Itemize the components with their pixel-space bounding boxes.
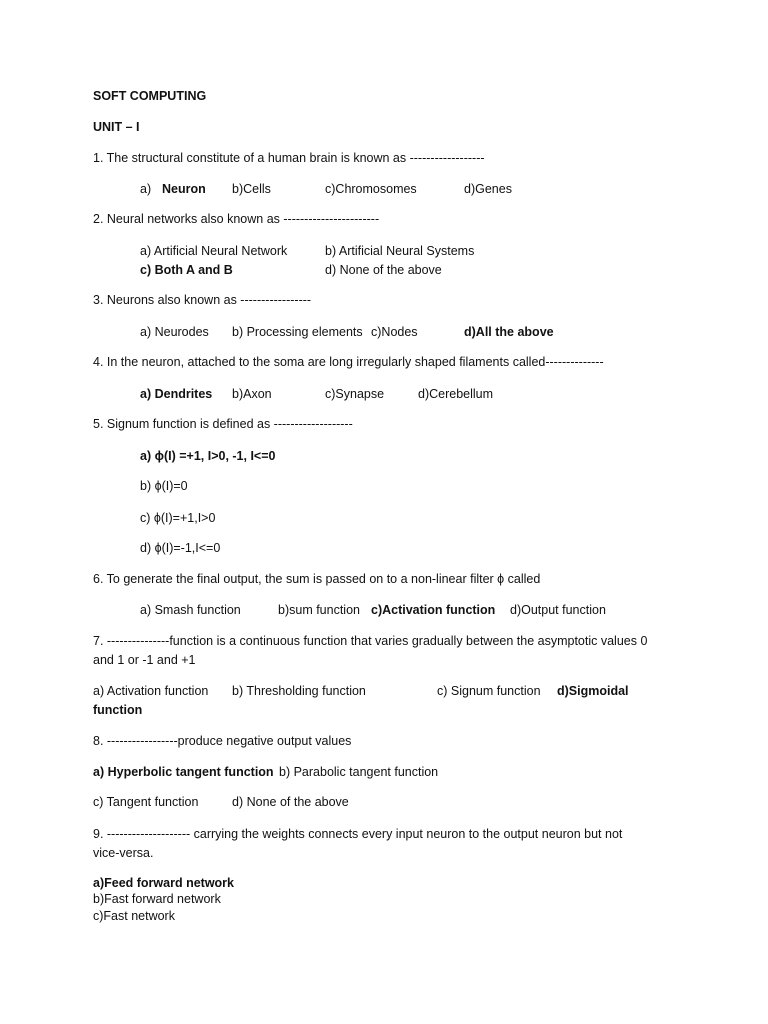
question-3: 3. Neurons also known as -----------------	[93, 293, 312, 307]
question-5: 5. Signum function is defined as -------------------	[93, 417, 353, 431]
q1-option-c: c)Chromosomes	[325, 182, 417, 196]
q3-option-c: c)Nodes	[371, 325, 418, 339]
question-4: 4. In the neuron, attached to the soma are long irregularly shaped filaments called--------------	[93, 355, 604, 369]
question-2: 2. Neural networks also known as -----------------------	[93, 212, 380, 226]
q5-option-c: c) ϕ(I)=+1,I>0	[140, 511, 216, 525]
q3-option-b: b) Processing elements	[232, 325, 363, 339]
question-6: 6. To generate the final output, the sum is passed on to a non-linear filter ϕ called	[93, 572, 541, 586]
q7-option-d: d)Sigmoidal	[557, 684, 629, 698]
q9-option-b: b)Fast forward network	[93, 892, 221, 906]
q1-option-a: Neuron	[162, 182, 206, 196]
q2-option-a: a) Artificial Neural Network	[140, 244, 288, 258]
q9-option-c: c)Fast network	[93, 909, 175, 923]
q2-option-d: d) None of the above	[325, 263, 442, 277]
q7-option-a: a) Activation function	[93, 684, 209, 698]
q1-option-a-label: a)	[140, 182, 152, 196]
q6-option-d: d)Output function	[510, 603, 606, 617]
q5-option-b: b) ϕ(I)=0	[140, 479, 188, 493]
question-7-line-2: and 1 or -1 and +1	[93, 653, 196, 667]
q4-option-a: a) Dendrites	[140, 387, 213, 401]
q8-option-b: b) Parabolic tangent function	[279, 765, 439, 779]
question-7-line-1: 7. ---------------function is a continuous function that varies gradually between the asymptotic values 0	[93, 634, 648, 648]
question-9-line-1: 9. -------------------- carrying the weights connects every input neuron to the output neuron but not	[93, 827, 623, 841]
q7-option-c: c) Signum function	[437, 684, 541, 698]
q9-option-a: a)Feed forward network	[93, 876, 234, 890]
q2-option-c: c) Both A and B	[140, 263, 233, 277]
q3-option-a: a) Neurodes	[140, 325, 209, 339]
q5-option-a: a) ϕ(I) =+1, I>0, -1, I<=0	[140, 449, 276, 463]
q8-option-a: a) Hyperbolic tangent function	[93, 765, 274, 779]
q2-option-b: b) Artificial Neural Systems	[325, 244, 475, 258]
q8-option-d: d) None of the above	[232, 795, 349, 809]
q8-option-c: c) Tangent function	[93, 795, 199, 809]
q1-option-b: b)Cells	[232, 182, 271, 196]
q4-option-d: d)Cerebellum	[418, 387, 494, 401]
question-9-line-2: vice-versa.	[93, 846, 154, 860]
unit-heading: UNIT – I	[93, 120, 140, 134]
question-8: 8. -----------------produce negative output values	[93, 734, 352, 748]
q1-option-d: d)Genes	[464, 182, 512, 196]
q3-option-d: d)All the above	[464, 325, 554, 339]
question-1: 1. The structural constitute of a human brain is known as ------------------	[93, 151, 485, 165]
q4-option-c: c)Synapse	[325, 387, 385, 401]
q4-option-b: b)Axon	[232, 387, 272, 401]
document-title: SOFT COMPUTING	[93, 89, 207, 103]
q5-option-d: d) ϕ(I)=-1,I<=0	[140, 541, 221, 555]
q6-option-c: c)Activation function	[371, 603, 496, 617]
q6-option-a: a) Smash function	[140, 603, 241, 617]
q7-option-d-continued: function	[93, 703, 143, 717]
q7-option-b: b) Thresholding function	[232, 684, 366, 698]
q6-option-b: b)sum function	[278, 603, 360, 617]
